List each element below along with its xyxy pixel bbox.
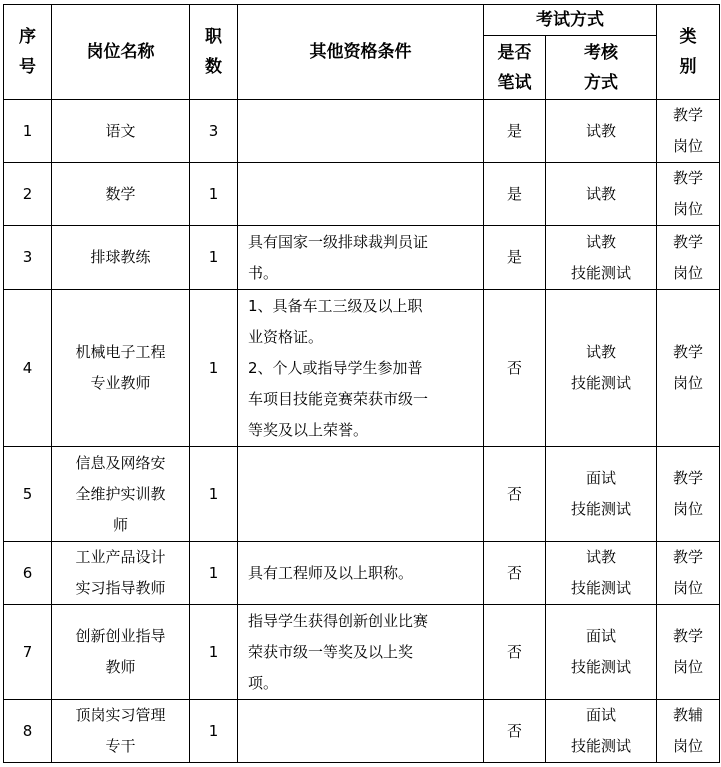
row-written: 是: [484, 226, 546, 290]
header-exam-method: 考试方式: [484, 5, 657, 36]
row-category: 教学 岗位: [657, 100, 720, 163]
table-row: [4, 605, 720, 700]
table-row: [4, 700, 720, 763]
row-post-name: 创新创业指导 教师: [52, 605, 190, 700]
row-written: 否: [484, 447, 546, 542]
row-written: 否: [484, 700, 546, 763]
row-seq: 7: [4, 605, 52, 700]
row-category: 教学 岗位: [657, 226, 720, 290]
table-row: [4, 447, 720, 542]
recruitment-table: [3, 4, 720, 763]
row-post-name: 工业产品设计 实习指导教师: [52, 542, 190, 605]
row-conditions: 1、具备车工三级及以上职 业资格证。 2、个人或指导学生参加普 车项目技能竞赛荣获市级一 等奖及以上荣誉。: [238, 290, 484, 447]
row-post-name: 顶岗实习管理 专干: [52, 700, 190, 763]
row-seq: 3: [4, 226, 52, 290]
table-row: [4, 290, 720, 447]
row-method: 试教: [546, 100, 657, 163]
row-category: 教学 岗位: [657, 163, 720, 226]
row-method: 试教 技能测试: [546, 542, 657, 605]
row-count: 1: [190, 542, 238, 605]
row-count: 1: [190, 163, 238, 226]
row-method: 试教 技能测试: [546, 290, 657, 447]
header-positions: 职 数: [190, 5, 238, 100]
row-category: 教学 岗位: [657, 605, 720, 700]
row-count: 1: [190, 226, 238, 290]
row-post-name: 信息及网络安 全维护实训教 师: [52, 447, 190, 542]
row-conditions: 具有工程师及以上职称。: [238, 542, 484, 605]
row-seq: 8: [4, 700, 52, 763]
row-method: 面试 技能测试: [546, 700, 657, 763]
header-written-exam: 是否 笔试: [484, 36, 546, 100]
row-seq: 6: [4, 542, 52, 605]
row-written: 是: [484, 100, 546, 163]
row-written: 是: [484, 163, 546, 226]
header-post-name: 岗位名称: [52, 5, 190, 100]
row-conditions: [238, 447, 484, 542]
row-method: 试教: [546, 163, 657, 226]
header-seq: 序 号: [4, 5, 52, 100]
row-count: 1: [190, 447, 238, 542]
header-assessment-method: 考核 方式: [546, 36, 657, 100]
table-row: [4, 100, 720, 163]
row-post-name: 排球教练: [52, 226, 190, 290]
row-count: 1: [190, 700, 238, 763]
row-seq: 5: [4, 447, 52, 542]
row-written: 否: [484, 605, 546, 700]
row-method: 面试 技能测试: [546, 447, 657, 542]
table-row: [4, 163, 720, 226]
row-post-name: 语文: [52, 100, 190, 163]
row-category: 教学 岗位: [657, 290, 720, 447]
row-conditions: 指导学生获得创新创业比赛 荣获市级一等奖及以上奖 项。: [238, 605, 484, 700]
row-seq: 1: [4, 100, 52, 163]
row-post-name: 机械电子工程 专业教师: [52, 290, 190, 447]
header-category: 类 别: [657, 5, 720, 100]
row-written: 否: [484, 290, 546, 447]
row-count: 1: [190, 605, 238, 700]
row-conditions: 具有国家一级排球裁判员证 书。: [238, 226, 484, 290]
row-post-name: 数学: [52, 163, 190, 226]
row-category: 教学 岗位: [657, 542, 720, 605]
row-conditions: [238, 163, 484, 226]
row-seq: 2: [4, 163, 52, 226]
row-count: 1: [190, 290, 238, 447]
row-seq: 4: [4, 290, 52, 447]
table-row: [4, 542, 720, 605]
row-count: 3: [190, 100, 238, 163]
row-conditions: [238, 100, 484, 163]
row-conditions: [238, 700, 484, 763]
header-other-conditions: 其他资格条件: [238, 5, 484, 100]
table-row: [4, 226, 720, 290]
row-category: 教学 岗位: [657, 447, 720, 542]
row-category: 教辅 岗位: [657, 700, 720, 763]
row-method: 试教 技能测试: [546, 226, 657, 290]
row-written: 否: [484, 542, 546, 605]
row-method: 面试 技能测试: [546, 605, 657, 700]
